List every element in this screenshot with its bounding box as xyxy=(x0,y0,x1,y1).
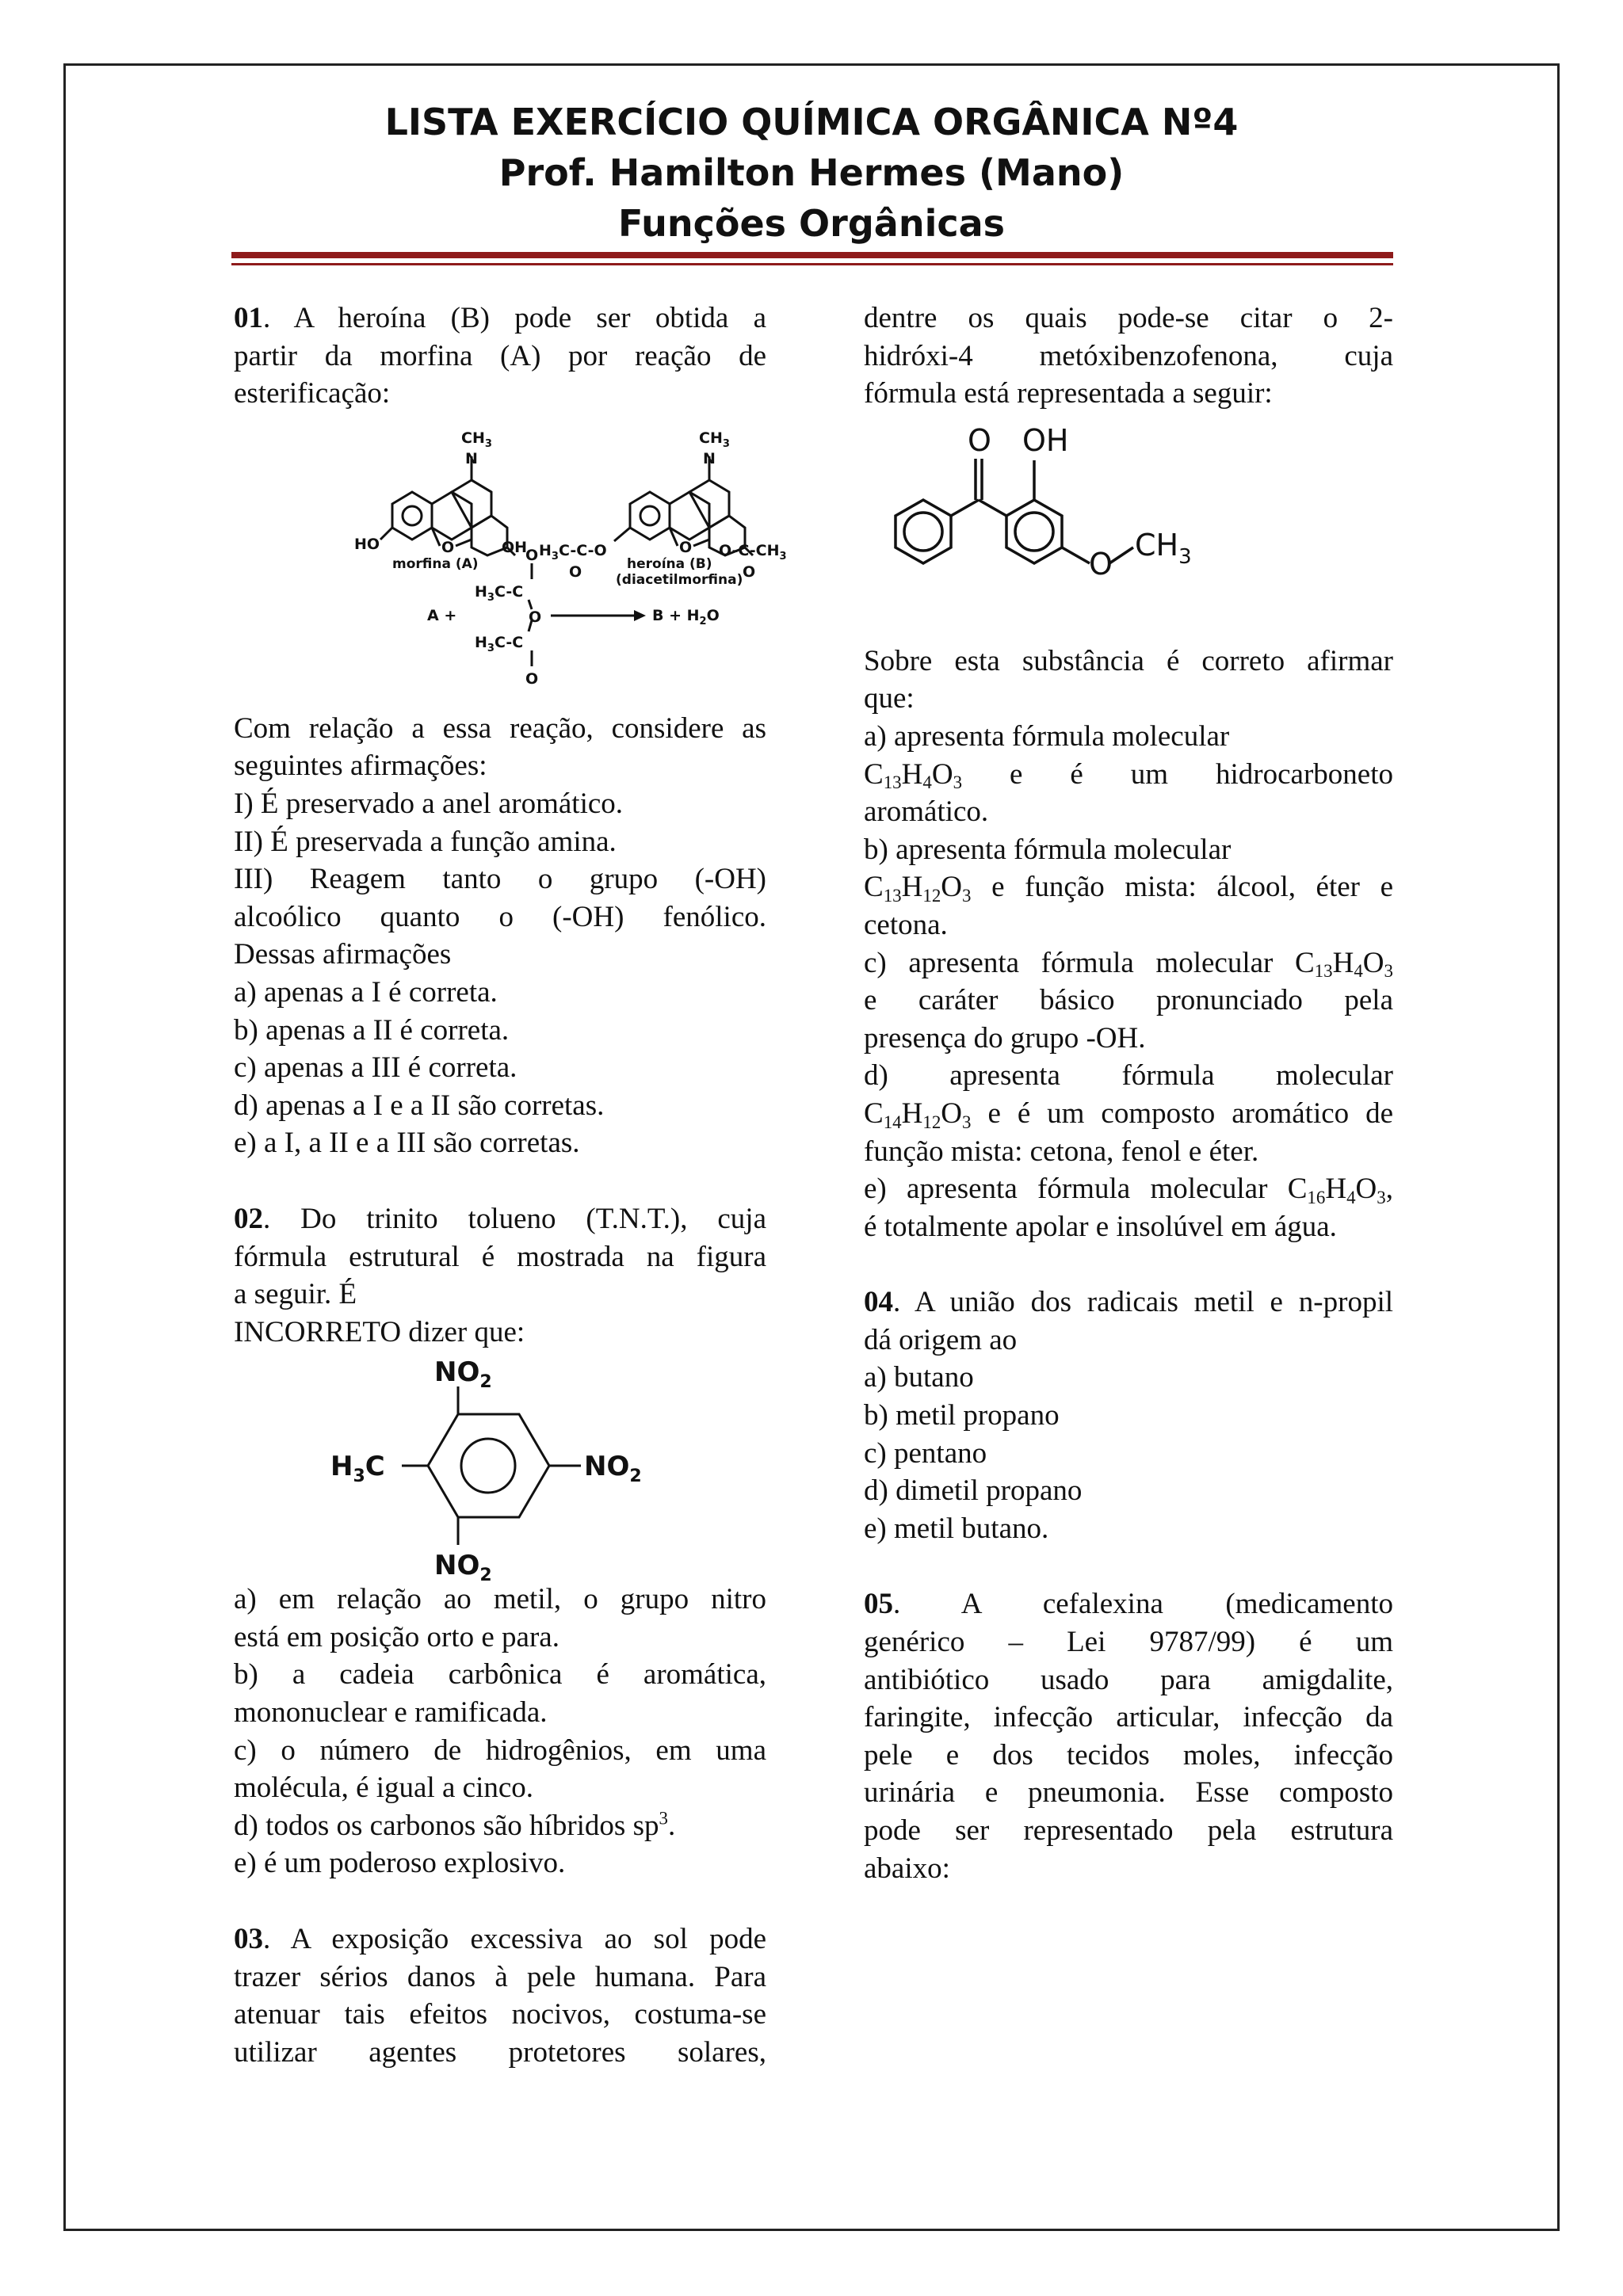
q3-benzophenone-figure xyxy=(864,413,1393,643)
q4-option: d) dimetil propano xyxy=(864,1474,1083,1508)
q3-number: 03 xyxy=(234,1923,263,1956)
formula-c: $C_{13}H_4O_3$ xyxy=(1294,946,1393,982)
q1-option: b) apenas a II é correta. xyxy=(234,1013,510,1047)
q2-option: mononuclear e ramificada. xyxy=(234,1696,548,1730)
formula-a: $C_{13}H_4O_3$ xyxy=(864,757,963,793)
q5-stem-line: 05. A cefalexina (medicamento xyxy=(864,1588,1393,1621)
methyl-ch3: $CH_3$ xyxy=(1135,527,1192,569)
svg-text:CH3: $CH_3$ xyxy=(699,429,730,450)
q5-number: 05 xyxy=(864,1588,893,1621)
q3-option-a: a) apresenta fórmula molecular xyxy=(864,719,1230,753)
ether-o: O xyxy=(1089,546,1113,582)
morphine-heroin-structures xyxy=(234,413,787,710)
q1-stem-line: 01. A heroína (B) pode ser obtida a xyxy=(234,302,766,334)
q1-statement: alcoólico quanto o (-OH) fenólico. xyxy=(234,900,766,933)
q1-statement: III) Reagem tanto o grupo (-OH) xyxy=(234,863,766,896)
svg-text:O: O xyxy=(441,538,455,556)
q3-option-d: d) apresenta fórmula molecular xyxy=(864,1059,1393,1093)
q2-option: e) é um poderoso explosivo. xyxy=(234,1847,566,1880)
q4-number: 04 xyxy=(864,1286,893,1319)
formula-d: $C_{14}H_{12}O_3$ xyxy=(864,1097,972,1132)
q1-number: 01 xyxy=(234,302,263,334)
no2-right: $NO_2$ xyxy=(584,1451,642,1487)
q4-stem-line: dá origem ao xyxy=(864,1323,1018,1356)
tnt-structure xyxy=(234,1351,766,1586)
q3-option-a: $C_{13}H_4O_3$ e é um hidrocarboneto xyxy=(864,757,1393,793)
q3-option-c: e caráter básico pronunciado pela xyxy=(864,984,1393,1017)
q1-after-line: Com relação a essa reação, considere as xyxy=(234,711,766,745)
q1-stem-line: partir da morfina (A) por reação de xyxy=(234,339,766,372)
header-rule-thin xyxy=(231,263,1393,265)
svg-text:CH3: $CH_3$ xyxy=(461,429,492,450)
q2-option: está em posição orto e para. xyxy=(234,1620,559,1653)
q2-stem-line: fórmula estrutural é mostrada na figura xyxy=(234,1240,766,1273)
q4-option: b) metil propano xyxy=(864,1399,1060,1432)
left-column xyxy=(234,299,787,2071)
q1-stem-line: esterificação: xyxy=(234,377,391,410)
page-title: LISTA EXERCÍCIO QUÍMICA ORGÂNICA Nº4 xyxy=(384,101,1239,143)
svg-text:O: O xyxy=(529,608,542,626)
hydroxy-methoxybenzophenone-structure xyxy=(864,413,1393,643)
header-rule xyxy=(231,252,1393,258)
q5-stem-line: urinária e pneumonia. Esse composto xyxy=(864,1776,1393,1810)
q2-option: d) todos os carbonos são híbridos $sp^3$. xyxy=(234,1808,676,1842)
svg-text:B + H2O: $B + H_2O$ xyxy=(652,606,720,627)
q3-option-c: presença do grupo -OH. xyxy=(864,1021,1146,1055)
q5-stem-line: faringite, infecção articular, infecção da xyxy=(864,1701,1393,1734)
svg-text:HO: HO xyxy=(354,535,380,553)
page-header xyxy=(0,97,1623,249)
q5-stem-line: genérico – Lei 9787/99) é um xyxy=(864,1626,1393,1659)
svg-text:O: O xyxy=(525,669,539,688)
svg-text:O: O xyxy=(679,538,693,556)
q3-stem-line: hidróxi-4 metóxibenzofenona, cuja xyxy=(864,339,1393,372)
q5-stem-line: pode ser representado pela estrutura xyxy=(864,1814,1393,1847)
q3-option-b: $C_{13}H_{12}O_3$ e função mista: álcool, éter e xyxy=(864,871,1393,906)
q2-number: 02 xyxy=(234,1202,263,1235)
svg-text:H3C-C: $H_3C-C$ xyxy=(475,633,524,654)
q5-stem-line: abaixo: xyxy=(864,1852,950,1885)
svg-text:O-C-CH3: $O-C-CH_3$ xyxy=(719,541,787,563)
q4-stem-line: 04. A união dos radicais metil e n-propil xyxy=(864,1286,1393,1319)
q4-option: a) butano xyxy=(864,1361,974,1394)
q5-stem-line: pele e dos tecidos moles, infecção xyxy=(864,1738,1393,1772)
q2-stem-line: INCORRETO dizer que: xyxy=(234,1315,525,1348)
q3-option-b: b) apresenta fórmula molecular xyxy=(864,833,1232,866)
page-subject: Funções Orgânicas xyxy=(617,202,1006,245)
q3-stem-line: dentre os quais pode-se citar o 2- xyxy=(864,302,1393,334)
svg-text:H3C-C-O: $H_3C-C-O$ xyxy=(539,541,607,563)
heroina-label: heroína (B) xyxy=(627,555,712,572)
q3-stem-line: trazer sérios danos à pele humana. Para xyxy=(234,1960,766,1993)
svg-text:OH: OH xyxy=(502,538,528,556)
hydroxy-oh: OH xyxy=(1022,422,1069,458)
q2-stem-line: 02. Do trinito tolueno (T.N.T.), cuja xyxy=(234,1202,766,1235)
svg-text:O: O xyxy=(569,563,582,581)
q3-stem-line: atenuar tais efeitos nocivos, costuma-se xyxy=(234,1998,766,2031)
diacetilmorfina-label: (diacetilmorfina) xyxy=(616,571,743,588)
q3-option-c: c) apresenta fórmula molecular $C_{13}H_4O_3$ xyxy=(864,946,1393,982)
q2-stem-line: a seguir. É xyxy=(234,1278,357,1311)
formula-e: $C_{16}H_4O_3$ xyxy=(1287,1173,1386,1207)
svg-text:N: N xyxy=(465,449,478,467)
svg-text:H3C-C: $H_3C-C$ xyxy=(475,582,524,604)
q3-option-d: função mista: cetona, fenol e éter. xyxy=(864,1135,1259,1168)
q1-option: d) apenas a I e a II são corretas. xyxy=(234,1089,605,1122)
svg-text:O: O xyxy=(525,546,539,564)
q1-after-line: seguintes afirmações: xyxy=(234,749,487,783)
q2-tnt-figure xyxy=(234,1351,766,1586)
q4-option: c) pentano xyxy=(864,1436,987,1470)
q3-option-e: é totalmente apolar e insolúvel em água. xyxy=(864,1210,1337,1243)
h3c-group: $H_3C$ xyxy=(330,1451,385,1487)
q1-option: e) a I, a II e a III são corretas. xyxy=(234,1127,580,1160)
q3-lead: Sobre esta substância é correto afirmar xyxy=(864,644,1393,677)
q4-option: e) metil butano. xyxy=(864,1512,1049,1545)
q3-stem-line: fórmula está representada a seguir: xyxy=(864,377,1273,410)
q2-option: a) em relação ao metil, o grupo nitro xyxy=(234,1583,766,1616)
q3-stem-line: 03. A exposição excessiva ao sol pode xyxy=(234,1923,766,1956)
svg-text:N: N xyxy=(703,449,716,467)
svg-text:O: O xyxy=(743,563,756,581)
q3-stem-line: utilizar agentes protetores solares, xyxy=(234,2035,766,2069)
q1-option: c) apenas a III é correta. xyxy=(234,1051,517,1085)
morfina-label: morfina (A) xyxy=(392,555,479,572)
page-author: Prof. Hamilton Hermes (Mano) xyxy=(498,151,1125,194)
no2-bottom: $NO_2$ xyxy=(434,1550,492,1586)
q3-option-b: cetona. xyxy=(864,908,948,941)
carbonyl-o: O xyxy=(968,422,991,458)
q2-option: c) o número de hidrogênios, em uma xyxy=(234,1733,766,1767)
q1-statement: Dessas afirmações xyxy=(234,938,452,971)
svg-text:A +: A + xyxy=(427,606,457,624)
q2-option: b) a cadeia carbônica é aromática, xyxy=(234,1658,766,1691)
q5-stem-line: antibiótico usado para amigdalite, xyxy=(864,1663,1393,1696)
formula-b: $C_{13}H_{12}O_3$ xyxy=(864,871,972,906)
q3-lead: que: xyxy=(864,682,915,715)
q1-option: a) apenas a I é correta. xyxy=(234,975,498,1009)
q1-statement: I) É preservado a anel aromático. xyxy=(234,787,624,820)
q3-option-e: e) apresenta fórmula molecular $C_{16}H_4O_3$, xyxy=(864,1173,1393,1207)
q1-statement: II) É preservada a função amina. xyxy=(234,825,617,858)
q2-option: molécula, é igual a cinco. xyxy=(234,1772,534,1805)
right-column xyxy=(864,299,1393,1887)
q3-option-a: aromático. xyxy=(864,795,989,829)
q1-reaction-figure xyxy=(234,413,787,710)
q3-option-d: $C_{14}H_{12}O_3$ e é um composto aromático de xyxy=(864,1097,1394,1132)
no2-top: $NO_2$ xyxy=(434,1356,492,1393)
